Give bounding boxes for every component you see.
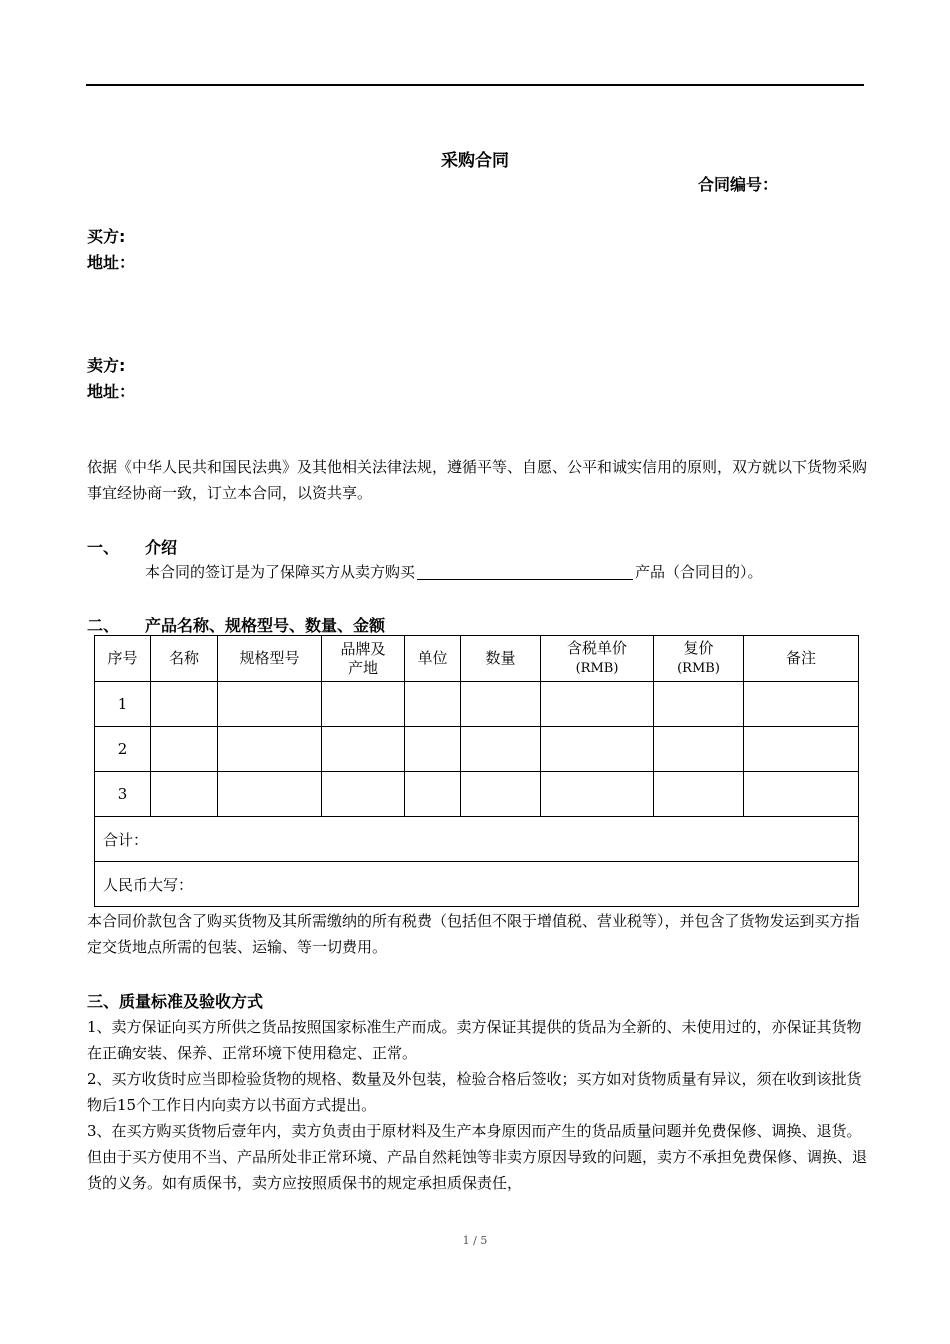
table-row: [95, 682, 859, 727]
buyer-label: 买方:: [87, 227, 126, 246]
cell-brand[interactable]: [322, 727, 405, 772]
page-number: 1 / 5: [462, 1234, 488, 1247]
cell-quantity[interactable]: [461, 772, 541, 817]
section2-number: 二、: [87, 616, 120, 635]
cell-brand[interactable]: [322, 772, 405, 817]
cell-quantity[interactable]: [461, 727, 541, 772]
seller-label: 卖方:: [87, 356, 126, 375]
tax-note: 本合同价款包含了购买货物及其所需缴纳的所有税费（包括但不限于增值税、营业税等），并包含了货物发运到买方指定交货地点所需的包装、运输、等一切费用。: [87, 912, 860, 956]
cell-unit[interactable]: [405, 682, 461, 727]
total-label: 合计：: [95, 817, 859, 862]
contract-number-label: 合同编号：: [698, 175, 779, 194]
cell-unit-price[interactable]: [541, 772, 654, 817]
section3-item-3: 3、在买方购买货物后壹年内，卖方负责由于原材料及生产本身原因而产生的货品质量问题并免费保修、调换、退货。但由于买方使用不当、产品所处非正常环境、产品自然耗蚀等非卖方原因导致的问题，卖方不承担免费保修、调换、退货的义务。如有质保书，卖方应按照质保书的规定承担质保责任，: [87, 1122, 868, 1192]
rmb-row: [95, 862, 859, 907]
cell-quantity[interactable]: [461, 682, 541, 727]
table-header-row: [95, 636, 859, 682]
row-index: 2: [95, 727, 151, 772]
section3-item-2: 2、买方收货时应当即检验货物的规格、数量及外包装，检验合格后签收；买方如对货物质量有异议，须在收到该批货物后15个工作日内向卖方以书面方式提出。: [87, 1070, 862, 1114]
col-header-unit: 单位: [405, 636, 461, 682]
total-row: [95, 817, 859, 862]
table-row: [95, 727, 859, 772]
section1-title: 介绍: [145, 538, 178, 557]
cell-spec[interactable]: [218, 682, 322, 727]
cell-name[interactable]: [151, 772, 218, 817]
section2-title: 产品名称、规格型号、数量、金额: [145, 616, 386, 635]
cell-total-price[interactable]: [654, 727, 744, 772]
product-blank-line: [417, 563, 633, 580]
cell-spec[interactable]: [218, 727, 322, 772]
section3-title: 三、质量标准及验收方式: [87, 992, 264, 1011]
section1-text: [145, 561, 763, 582]
document-title: 采购合同: [441, 151, 509, 171]
col-header-remarks: 备注: [744, 636, 859, 682]
section1-text-before: 本合同的签订是为了保障买方从卖方购买: [145, 563, 416, 581]
cell-remarks[interactable]: [744, 727, 859, 772]
section3-item-1: 1、卖方保证向买方所供之货品按照国家标准生产而成。卖方保证其提供的货品为全新的、未使用过的，亦保证其货物在正确安装、保养、正常环境下使用稳定、正常。: [87, 1018, 862, 1062]
col-header-index: 序号: [95, 636, 151, 682]
buyer-address-label: 地址：: [87, 253, 136, 272]
cell-unit[interactable]: [405, 727, 461, 772]
cell-total-price[interactable]: [654, 772, 744, 817]
seller-address-label: 地址：: [87, 382, 136, 401]
col-header-name: 名称: [151, 636, 218, 682]
intro-paragraph: 依据《中华人民共和国民法典》及其他相关法律法规，遵循平等、自愿、公平和诚实信用的原则，双方就以下货物采购事宜经协商一致，订立本合同，以资共享。: [87, 458, 868, 502]
col-header-quantity: 数量: [461, 636, 541, 682]
cell-remarks[interactable]: [744, 772, 859, 817]
row-index: 1: [95, 682, 151, 727]
cell-spec[interactable]: [218, 772, 322, 817]
cell-total-price[interactable]: [654, 682, 744, 727]
cell-remarks[interactable]: [744, 682, 859, 727]
cell-brand[interactable]: [322, 682, 405, 727]
header-rule: [86, 84, 864, 86]
row-index: 3: [95, 772, 151, 817]
product-table: [94, 635, 859, 907]
cell-unit-price[interactable]: [541, 727, 654, 772]
col-header-brand-origin: 品牌及 产地: [322, 636, 405, 682]
rmb-uppercase-label: 人民币大写：: [95, 862, 859, 907]
section1-number: 一、: [87, 538, 120, 557]
col-header-total-price: 复价 (RMB): [654, 636, 744, 682]
section1-text-after: 产品（合同目的）。: [635, 563, 763, 581]
cell-unit[interactable]: [405, 772, 461, 817]
cell-name[interactable]: [151, 682, 218, 727]
cell-unit-price[interactable]: [541, 682, 654, 727]
col-header-unit-price: 含税单价 (RMB): [541, 636, 654, 682]
table-row: [95, 772, 859, 817]
cell-name[interactable]: [151, 727, 218, 772]
col-header-spec: 规格型号: [218, 636, 322, 682]
